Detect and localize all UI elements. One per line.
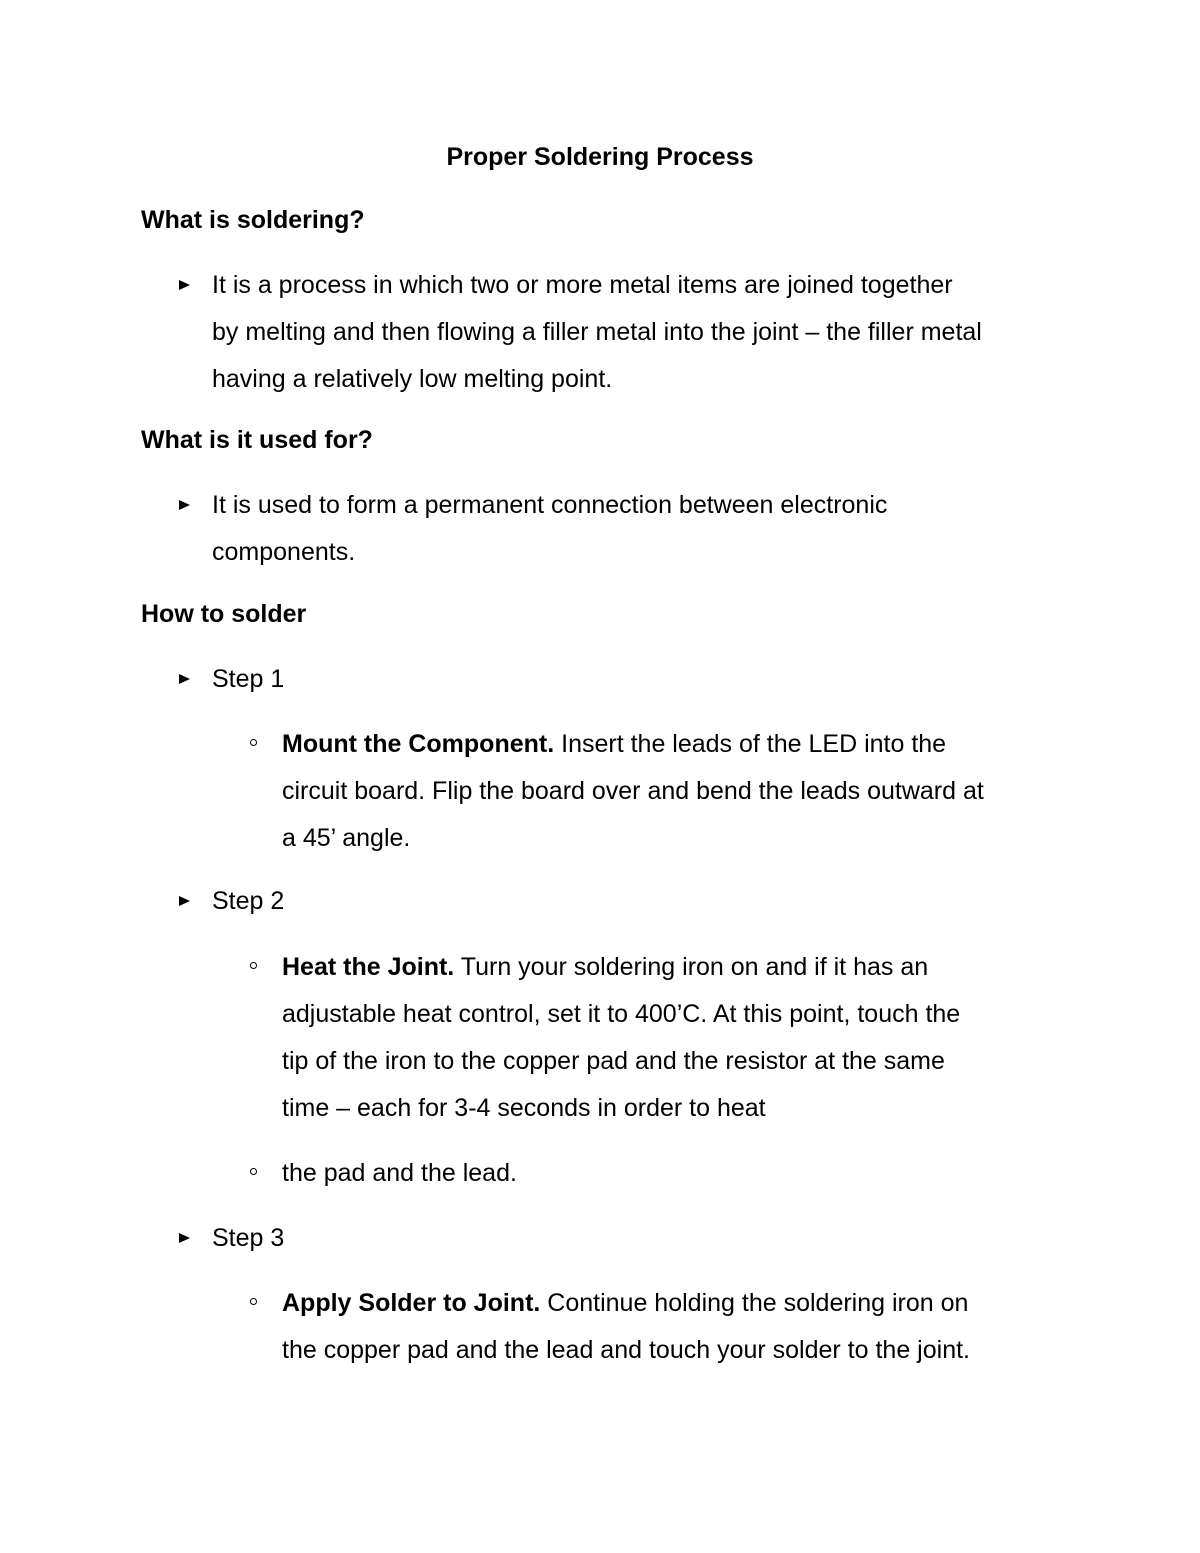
page-title: Proper Soldering Process [446, 143, 754, 171]
step-item-line [282, 952, 928, 982]
step-item-text: Continue holding the soldering iron on [540, 1289, 969, 1317]
step-label: Step 2 [212, 887, 285, 915]
step-item-line: adjustable heat control, set it to 400’C. At this point, touch the [282, 1000, 961, 1028]
step-item-bold-lead: Mount the Component. [282, 730, 555, 758]
arrow-bullet-icon [179, 896, 190, 906]
step-item-line [282, 729, 946, 759]
step-item-line [282, 1288, 968, 1318]
bullet-text-line: It is used to form a permanent connection between electronic [212, 491, 888, 519]
arrow-bullet-icon [179, 280, 190, 290]
step-label: Step 1 [212, 665, 285, 693]
step-item-line: the pad and the lead. [282, 1159, 517, 1187]
step-item-line: the copper pad and the lead and touch your solder to the joint. [282, 1336, 970, 1364]
circle-bullet-icon [250, 739, 257, 746]
step-item-line: time – each for 3-4 seconds in order to heat [282, 1094, 766, 1122]
step-item-bold-lead: Heat the Joint. [282, 953, 455, 981]
step-item-line: circuit board. Flip the board over and bend the leads outward at [282, 777, 984, 805]
section-heading-how-to-solder: How to solder [141, 600, 307, 628]
bullet-text-line: It is a process in which two or more metal items are joined together [212, 271, 953, 299]
circle-bullet-icon [250, 1168, 257, 1175]
arrow-bullet-icon [179, 674, 190, 684]
step-item-line: tip of the iron to the copper pad and the resistor at the same [282, 1047, 945, 1075]
bullet-text-line: components. [212, 538, 356, 566]
step-item-text: Insert the leads of the LED into the [554, 730, 947, 758]
circle-bullet-icon [250, 962, 257, 969]
circle-bullet-icon [250, 1298, 257, 1305]
bullet-text-line: having a relatively low melting point. [212, 365, 613, 393]
step-item-line: a 45’ angle. [282, 824, 411, 852]
step-label: Step 3 [212, 1224, 285, 1252]
section-heading-what-is-it-used-for: What is it used for? [141, 426, 373, 454]
step-item-bold-lead: Apply Solder to Joint. [282, 1289, 541, 1317]
arrow-bullet-icon [179, 500, 190, 510]
step-item-text: Turn your soldering iron on and if it has an [454, 953, 929, 981]
section-heading-what-is-soldering: What is soldering? [141, 206, 365, 234]
arrow-bullet-icon [179, 1233, 190, 1243]
bullet-text-line: by melting and then flowing a filler metal into the joint – the filler metal [212, 318, 982, 346]
